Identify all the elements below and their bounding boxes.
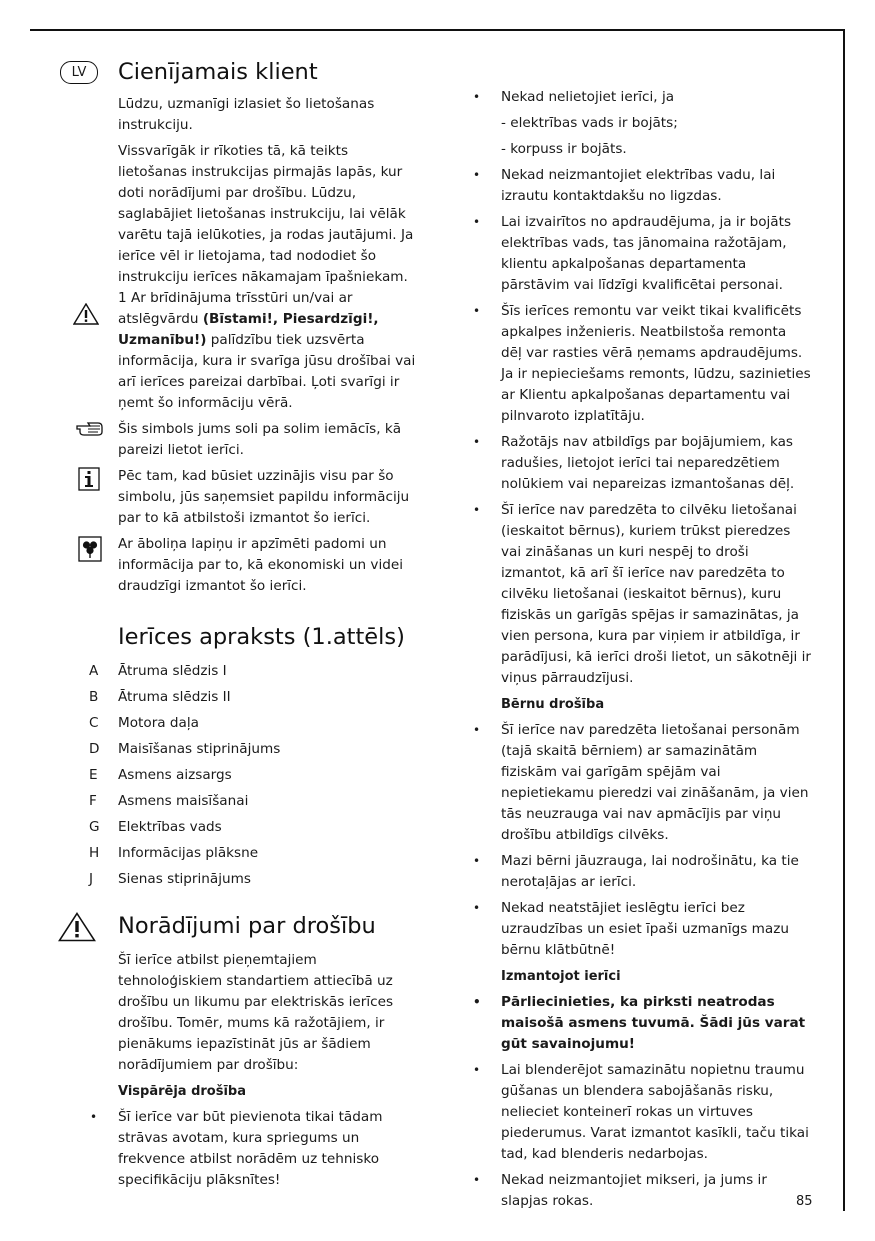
part-letter: J xyxy=(89,871,94,887)
intro-paragraph-2-block xyxy=(118,141,418,414)
using-device-heading: Izmantojot ierīci xyxy=(501,969,621,984)
list-item-text: Šī ierīce nav paredzēta to cilvēku lietošanai (ieskaitot bērnus), kuriem trūkst pieredzes vai zināšanas un kuri nespēj to droši izmantot, kā arī šī ierīce nav paredzēta to cilvēku lietošanai (ieskaitot bērnus), kuru fiziskās un garīgās spējas ir samazinātas, ja vien persona, kura par viņiem ir atbildīga, ir parādījusi, kā ierīci droši lietot, un sākotnēji ir viņus pārraudzījusi. xyxy=(501,502,811,686)
list-item-text: Šī ierīce nav paredzēta lietošanai personām (tajā skaitā bērniem) ar samazinātām fiziskām vai garīgām spējām vai nepietiekamu pieredzi vai zināšanām, ja vien tās neuzrauga vai nav apmācījis par viņu drošību atbildīgs cilvēks. xyxy=(501,722,809,843)
pointing-hand-icon xyxy=(76,421,104,437)
part-letter: E xyxy=(89,767,98,783)
clover-symbol-block xyxy=(118,534,418,597)
part-letter: H xyxy=(89,845,100,861)
part-item xyxy=(89,661,418,687)
part-item xyxy=(89,739,418,765)
list-item-text: Nekad neatstājiet ieslēgtu ierīci bez uzraudzības un esiet īpaši uzmanīgs mazu bērnu klātbūtnē! xyxy=(501,900,789,958)
list-item-subline: - korpuss ir bojāts. xyxy=(501,141,627,157)
bullet-dot: • xyxy=(473,168,481,182)
intro-paragraph-2 xyxy=(118,141,418,414)
child-safety-heading: Bērnu drošība xyxy=(501,697,605,712)
part-label: Asmens maisīšanai xyxy=(118,793,249,809)
bullet-dot: • xyxy=(473,901,481,915)
list-item xyxy=(473,432,811,495)
bullet-dot: • xyxy=(473,1063,481,1077)
keyword-emphasis: (Bīstami!, Piesardzīgi!, Uzmanību!) xyxy=(118,311,379,348)
hand-symbol-text: Šis simbols jums soli pa solim iemācīs, kā pareizi lietot ierīci. xyxy=(118,421,402,458)
page-frame-top xyxy=(30,29,845,31)
list-item-text: Ražotājs nav atbildīgs par bojājumiem, kas radušies, lietojot ierīci tai neparedzētiem nolūkiem vai nepareizas izmantošanas dēļ. xyxy=(501,434,795,492)
part-item xyxy=(89,687,418,713)
list-item-text: Mazi bērni jāuzrauga, lai nodrošinātu, ka tie nerotaļājas ar ierīci. xyxy=(501,853,799,890)
bullet-dot: • xyxy=(473,90,481,104)
bullet-dot: • xyxy=(473,723,481,737)
list-item xyxy=(473,165,811,207)
info-symbol-text: Pēc tam, kad būsiet uzzinājis visu par šo simbolu, jūs saņemsiet papildu informāciju par to kā atbilstoši izmantot šo ierīci. xyxy=(118,468,410,526)
list-item xyxy=(473,87,811,160)
list-item xyxy=(473,212,811,296)
child-safety-list xyxy=(473,720,811,961)
list-item-text: Nekad nelietojiet ierīci, ja xyxy=(501,89,675,105)
list-item-text: Šīs ierīces remontu var veikt tikai kvalificēts apkalpes inženieris. Neatbilstoša remonta dēļ var rasties vērā ņemams apdraudējums. Ja ir nepieciešams remonts, lūdzu, sazinieties ar Klientu apkalpošanas departamentu vai pilnvaroto izplatītāju. xyxy=(501,303,811,424)
list-item-subline: - elektrības vads ir bojāts; xyxy=(501,115,678,131)
clover-leaf-icon xyxy=(78,536,102,562)
part-label: Ātruma slēdzis II xyxy=(118,689,231,705)
intro-paragraph-2-rest: palīdzību tiek uzsvērta informācija, kura ir svarīga jūsu drošībai vai arī ierīces pareizai darbībai. Ļoti svarīgi ir ņemt šo informāciju vērā. xyxy=(118,332,416,411)
language-badge: LV xyxy=(60,61,98,84)
general-safety-heading: Vispārēja drošība xyxy=(118,1084,247,1099)
page-number: 85 xyxy=(796,1194,813,1209)
left-column xyxy=(89,58,418,1196)
parts-list xyxy=(89,661,418,895)
list-item xyxy=(473,992,811,1055)
part-letter: B xyxy=(89,689,99,705)
clover-symbol-text: Ar āboliņa lapiņu ir apzīmēti padomi un informācija par to, kā ekonomiski un videi draudzīgi izmantot šo ierīci. xyxy=(118,536,403,594)
warning-triangle-icon xyxy=(73,303,99,325)
bullet-dot: • xyxy=(473,215,481,229)
safety-title-block xyxy=(118,912,418,940)
list-item-text: Pārliecinieties, ka pirksti neatrodas maisošā asmens tuvumā. Šādi jūs varat gūt savainojumu! xyxy=(501,994,806,1052)
part-item xyxy=(89,765,418,791)
safety-title: Norādījumi par drošību xyxy=(118,913,376,939)
list-item-text: Nekad neizmantojiet elektrības vadu, lai izrautu kontaktdakšu no ligzdas. xyxy=(501,167,776,204)
part-label: Informācijas plāksne xyxy=(118,845,259,861)
general-safety-list xyxy=(90,1107,418,1191)
right-column xyxy=(473,87,811,1217)
list-item xyxy=(473,500,811,689)
part-item xyxy=(89,817,418,843)
page-title: Cienījamais klient xyxy=(118,59,318,85)
part-letter: F xyxy=(89,793,97,809)
part-item xyxy=(89,791,418,817)
hand-symbol-block xyxy=(118,419,418,461)
bullet-dot: • xyxy=(473,995,481,1009)
bullet-dot: • xyxy=(473,435,481,449)
part-letter: G xyxy=(89,819,100,835)
list-item xyxy=(473,1170,811,1212)
bullet-dot: • xyxy=(473,1173,481,1187)
part-label: Elektrības vads xyxy=(118,819,222,835)
part-label: Motora daļa xyxy=(118,715,199,731)
bullet-dot: • xyxy=(473,304,481,318)
list-item xyxy=(473,851,811,893)
list-item-text: Šī ierīce var būt pievienota tikai tādam strāvas avotam, kura spriegums un frekvence atbilst norādēm uz tehnisko specifikāciju plāksnītes! xyxy=(118,1109,383,1188)
device-safety-list xyxy=(473,87,811,689)
bullet-dot: • xyxy=(90,1110,98,1124)
warning-triangle-icon xyxy=(58,912,96,942)
list-item xyxy=(473,720,811,846)
part-label: Ātruma slēdzis I xyxy=(118,663,227,679)
safety-intro: Šī ierīce atbilst pieņemtajiem tehnoloģiskiem standartiem attiecībā uz drošību un likumu par elektriskās ierīces drošību. Tomēr, mums kā ražotājiem, ir pienākums iepazīstināt jūs ar šādiem norādījumiem par drošību: xyxy=(118,952,394,1073)
intro-paragraph-1: Lūdzu, uzmanīgi izlasiet šo lietošanas instrukciju. xyxy=(118,96,375,133)
list-item-text: Nekad neizmantojiet mikseri, ja jums ir slapjas rokas. xyxy=(501,1172,767,1209)
part-label: Maisīšanas stiprinājums xyxy=(118,741,281,757)
part-letter: A xyxy=(89,663,99,679)
part-label: Sienas stiprinājums xyxy=(118,871,251,887)
part-letter: D xyxy=(89,741,100,757)
part-letter: C xyxy=(89,715,99,731)
info-symbol-block xyxy=(118,466,418,529)
list-item xyxy=(90,1107,418,1191)
info-icon xyxy=(78,467,100,491)
list-item xyxy=(473,301,811,427)
part-item xyxy=(89,713,418,739)
bullet-dot: • xyxy=(473,503,481,517)
list-item xyxy=(473,898,811,961)
list-item-text: Lai izvairītos no apdraudējuma, ja ir bojāts elektrības vads, tas jānomaina ražotājam, klientu apkalpošanas departamenta pārstāvim vai līdzīgi kvalificētai personai. xyxy=(501,214,792,293)
part-item xyxy=(89,869,418,895)
bullet-dot: • xyxy=(473,854,481,868)
page-frame-right xyxy=(843,29,845,1211)
part-item xyxy=(89,843,418,869)
part-label: Asmens aizsargs xyxy=(118,767,232,783)
intro-paragraph-2-main: Vissvarīgāk ir rīkoties tā, kā teikts lietošanas instrukcijas pirmajās lapās, kur doti norādījumi par drošību. Lūdzu, saglabājiet lietošanas instrukciju, lai vēlāk varētu tajā ielūkoties, ja rodas jautājumi. Ja ierīce vēl ir lietojama, tad nododiet šo instrukciju ierīces nākamajam īpašniekam. 1 Ar brīdinājuma trīsstūri un/vai ar atslēgvārdu xyxy=(118,143,414,327)
using-device-list xyxy=(473,992,811,1212)
device-description-title: Ierīces apraksts (1.attēls) xyxy=(118,624,405,650)
list-item-text: Lai blenderējot samazinātu nopietnu traumu gūšanas un blendera sabojāšanās risku, nelieciet konteinerī rokas un virtuves piederumus. Varat izmantot kasīkli, taču tikai tad, kad blenderis nedarbojas. xyxy=(501,1062,809,1162)
list-item xyxy=(473,1060,811,1165)
